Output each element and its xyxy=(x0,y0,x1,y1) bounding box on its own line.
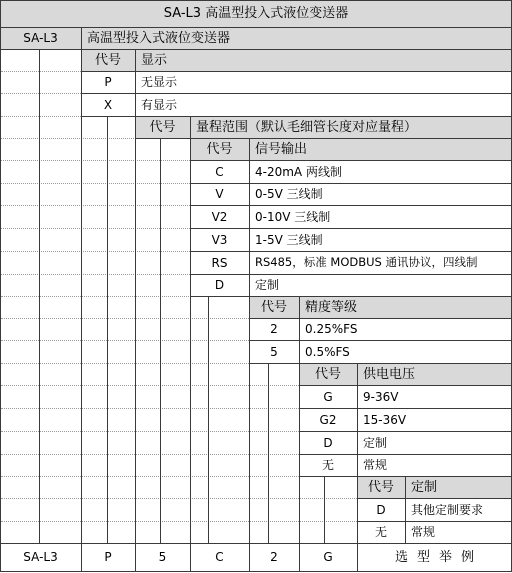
grid-line xyxy=(0,571,512,572)
grid-line xyxy=(405,476,406,543)
display-option-code: X xyxy=(103,97,113,112)
grid-line xyxy=(249,340,512,341)
signal-option-desc: 定制 xyxy=(255,278,280,292)
custom-label-header: 定制 xyxy=(405,476,512,498)
grid-line xyxy=(0,49,512,50)
grid-line xyxy=(0,27,512,28)
signal-option-code: RS xyxy=(211,255,228,270)
grid-line xyxy=(190,296,512,297)
example-power-code: G xyxy=(323,550,333,564)
display-code-header: 代号 xyxy=(81,49,135,71)
power-option-code: G xyxy=(323,389,333,404)
range-label-header: 量程范围（默认毛细管长度对应量程） xyxy=(190,116,512,138)
grid-line xyxy=(299,431,512,432)
accuracy-option-desc: 0.5%FS xyxy=(305,344,350,359)
grid-line xyxy=(107,116,108,543)
row-separator xyxy=(1,93,81,94)
power-option-code: 无 xyxy=(321,458,334,472)
row-separator xyxy=(1,205,190,206)
display-option-desc: 有显示 xyxy=(141,97,178,112)
example-range-code: 5 xyxy=(158,550,167,564)
signal-option-desc: 4-20mA 两线制 xyxy=(255,164,342,179)
display-option-desc: 无显示 xyxy=(141,75,178,89)
row-separator xyxy=(1,431,299,432)
signal-code-header: 代号 xyxy=(190,138,249,160)
grid-line xyxy=(135,138,512,139)
row-separator xyxy=(1,160,190,161)
accuracy-option-code: 5 xyxy=(270,344,278,359)
signal-option-code: V xyxy=(215,187,224,201)
row-separator xyxy=(1,228,190,229)
custom-option-code: D xyxy=(376,502,386,517)
grid-line xyxy=(190,116,191,571)
row-separator xyxy=(1,385,299,386)
signal-label-header: 信号输出 xyxy=(249,138,512,160)
grid-line xyxy=(249,138,250,571)
row-separator xyxy=(1,251,190,252)
custom-option-desc: 其他定制要求 xyxy=(411,502,484,517)
signal-option-desc: 0-5V 三线制 xyxy=(255,187,323,201)
grid-line xyxy=(190,183,512,184)
grid-line xyxy=(249,363,512,364)
grid-line xyxy=(357,521,512,522)
signal-option-desc: 1-5V 三线制 xyxy=(255,232,323,247)
power-option-desc: 常规 xyxy=(363,458,388,472)
example-label: 选型举例 xyxy=(394,549,483,565)
grid-line xyxy=(190,160,512,161)
grid-line xyxy=(249,318,512,319)
power-option-code: G2 xyxy=(319,412,337,427)
grid-line xyxy=(299,385,512,386)
row-separator xyxy=(1,498,357,499)
grid-line xyxy=(135,49,136,571)
signal-option-code: C xyxy=(215,164,224,179)
custom-code-header: 代号 xyxy=(357,476,405,498)
grid-line xyxy=(324,476,325,543)
accuracy-code-header: 代号 xyxy=(249,296,299,318)
example-accuracy-code: 2 xyxy=(270,550,278,564)
row-separator xyxy=(1,521,357,522)
grid-line xyxy=(81,93,512,94)
signal-option-desc: RS485，标准 MODBUS 通讯协议，四线制 xyxy=(255,254,478,269)
power-option-desc: 9-36V xyxy=(363,389,399,404)
signal-option-code: D xyxy=(214,278,225,292)
display-option-code: P xyxy=(104,75,112,89)
accuracy-option-code: 2 xyxy=(270,322,278,336)
accuracy-option-desc: 0.25%FS xyxy=(305,322,358,336)
grid-line xyxy=(357,363,358,571)
power-label-header: 供电电压 xyxy=(357,363,512,385)
grid-line xyxy=(0,0,1,572)
power-option-code: D xyxy=(323,435,333,450)
model-code: SA-L3 xyxy=(0,27,81,49)
range-code-header: 代号 xyxy=(135,116,190,138)
signal-option-code: V3 xyxy=(211,232,228,247)
grid-line xyxy=(81,71,512,72)
grid-line xyxy=(81,116,512,117)
row-separator xyxy=(1,454,299,455)
example-signal-code: C xyxy=(215,550,224,564)
grid-line xyxy=(299,296,300,571)
grid-line xyxy=(0,543,512,544)
grid-line xyxy=(160,138,161,543)
grid-line xyxy=(0,0,512,1)
row-separator xyxy=(1,408,299,409)
grid-line xyxy=(39,49,40,543)
grid-line xyxy=(299,408,512,409)
power-code-header: 代号 xyxy=(299,363,357,385)
power-option-desc: 定制 xyxy=(363,435,388,450)
grid-line xyxy=(190,251,512,252)
custom-option-desc: 常规 xyxy=(411,525,436,539)
grid-line xyxy=(299,454,512,455)
row-separator xyxy=(1,183,190,184)
signal-option-desc: 0-10V 三线制 xyxy=(255,209,331,224)
grid-line xyxy=(190,228,512,229)
row-separator xyxy=(1,71,81,72)
grid-line xyxy=(190,205,512,206)
model-name: 高温型投入式液位变送器 xyxy=(81,27,512,49)
grid-line xyxy=(81,49,82,571)
signal-option-code: V2 xyxy=(211,209,228,224)
accuracy-label-header: 精度等级 xyxy=(299,296,512,318)
grid-line xyxy=(357,498,512,499)
example-display-code: P xyxy=(104,550,112,564)
table-title: SA-L3 高温型投入式液位变送器 xyxy=(0,0,512,27)
row-separator xyxy=(1,274,190,275)
grid-line xyxy=(81,27,82,49)
grid-line xyxy=(208,296,209,543)
example-model-code: SA-L3 xyxy=(23,550,58,564)
display-label-header: 显示 xyxy=(135,49,512,71)
grid-line xyxy=(190,274,512,275)
power-option-desc: 15-36V xyxy=(363,412,407,427)
custom-option-code: 无 xyxy=(374,525,387,539)
grid-line xyxy=(268,363,269,543)
